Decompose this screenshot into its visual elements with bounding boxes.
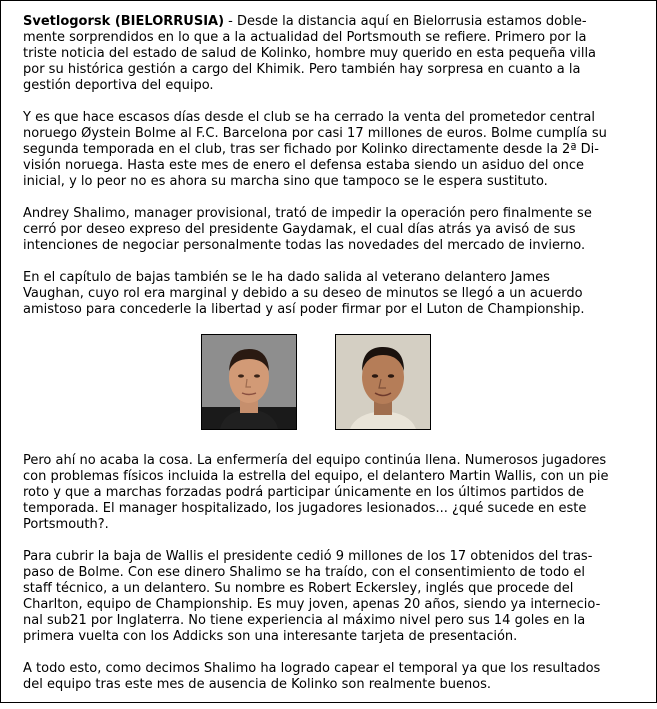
paragraph-5-line-4: temporada. El manager hospitalizado, los jugadores lesionados... ¿qué sucede en este bbox=[23, 501, 587, 516]
paragraph-4-line-1: En el capítulo de bajas también se le ha dado salida al veterano delantero James bbox=[23, 270, 550, 285]
paragraph-6-line-1: Para cubrir la baja de Wallis el presidente cedió 9 millones de los 17 obtenidos del tras- bbox=[23, 549, 593, 564]
player-photo-eckersley bbox=[335, 334, 431, 430]
paragraph-6-line-6: primera vuelta con los Addicks son una interesante tarjeta de presentación. bbox=[23, 629, 518, 644]
paragraph-5-line-5: Portsmouth?. bbox=[23, 517, 109, 532]
paragraph-3 bbox=[23, 206, 636, 254]
paragraph-6 bbox=[23, 549, 636, 645]
paragraph-2-line-4: visión noruega. Hasta este mes de enero el defensa estaba siendo un asiduo del once bbox=[23, 158, 585, 173]
paragraph-1-line-5: gestión deportiva del equipo. bbox=[23, 78, 214, 93]
article-body bbox=[23, 14, 636, 709]
dateline: Svetlogorsk (BIELORRUSIA) bbox=[23, 14, 225, 29]
paragraph-1 bbox=[23, 14, 636, 94]
paragraph-2-line-5: inicial, y lo peor no es ahora su marcha sino que tampoco se le espera sustituto. bbox=[23, 174, 548, 189]
paragraph-1-line-3: triste noticia del estado de salud de Kolinko, hombre muy querido en esta pequeña villa bbox=[23, 46, 597, 61]
paragraph-3-line-1: Andrey Shalimo, manager provisional, trató de impedir la operación pero finalmente se bbox=[23, 206, 592, 221]
paragraph-1-line-4: por su histórica gestión a cargo del Khimik. Pero también hay sorpresa en cuanto a la bbox=[23, 62, 581, 77]
paragraph-3-line-3: intenciones de negociar personalmente todas las novedades del mercado de invierno. bbox=[23, 238, 586, 253]
paragraph-7 bbox=[23, 661, 636, 693]
paragraph-5 bbox=[23, 453, 636, 533]
paragraph-1-line-1: Svetlogorsk (BIELORRUSIA) - Desde la distancia aquí en Bielorrusia estamos doble- bbox=[23, 14, 587, 29]
player-photo-bolme bbox=[201, 334, 297, 430]
paragraph-5-line-1: Pero ahí no acaba la cosa. La enfermería del equipo continúa llena. Numerosos jugadores bbox=[23, 453, 607, 468]
player-photos bbox=[23, 334, 636, 430]
paragraph-4 bbox=[23, 270, 636, 318]
paragraph-5-line-3: roto y que a marchas forzadas podrá participar únicamente en los últimos partidos de bbox=[23, 485, 584, 500]
paragraph-6-line-5: nal sub21 por Inglaterra. No tiene experiencia al máximo nivel pero sus 14 goles en la bbox=[23, 613, 586, 628]
paragraph-6-line-3: staff técnico, a un delantero. Su nombre es Robert Eckersley, inglés que procede del bbox=[23, 581, 574, 596]
paragraph-5-line-2: con problemas físicos incluida la estrella del equipo, el delantero Martin Wallis, con un pie bbox=[23, 469, 609, 484]
paragraph-2 bbox=[23, 110, 636, 190]
paragraph-2-line-2: noruego Øystein Bolme al F.C. Barcelona por casi 17 millones de euros. Bolme cumplía su bbox=[23, 126, 607, 141]
paragraph-4-line-3: amistoso para concederle la libertad y así poder firmar por el Luton de Championship. bbox=[23, 302, 585, 317]
paragraph-2-line-1: Y es que hace escasos días desde el club se ha cerrado la venta del prometedor central bbox=[23, 110, 595, 125]
paragraph-1-line-2: mente sorprendidos en lo que a la actualidad del Portsmouth se refiere. Primero por la bbox=[23, 30, 587, 45]
paragraph-2-line-3: segunda temporada en el club, tras ser fichado por Kolinko directamente desde la 2ª Di- bbox=[23, 142, 599, 157]
paragraph-4-line-2: Vaughan, cuyo rol era marginal y debido a su deseo de minutos se llegó a un acuerdo bbox=[23, 286, 583, 301]
paragraph-7-line-2: del equipo tras este mes de ausencia de Kolinko son realmente buenos. bbox=[23, 677, 492, 692]
paragraph-7-line-1: A todo esto, como decimos Shalimo ha logrado capear el temporal ya que los resultados bbox=[23, 661, 601, 676]
paragraph-6-line-2: paso de Bolme. Con ese dinero Shalimo se ha traído, con el consentimiento de todo el bbox=[23, 565, 585, 580]
paragraph-6-line-4: Charlton, equipo de Championship. Es muy joven, apenas 20 años, siendo ya internecio- bbox=[23, 597, 601, 612]
paragraph-3-line-2: cerró por deseo expreso del presidente Gaydamak, el cual días atrás ya avisó de sus bbox=[23, 222, 576, 237]
